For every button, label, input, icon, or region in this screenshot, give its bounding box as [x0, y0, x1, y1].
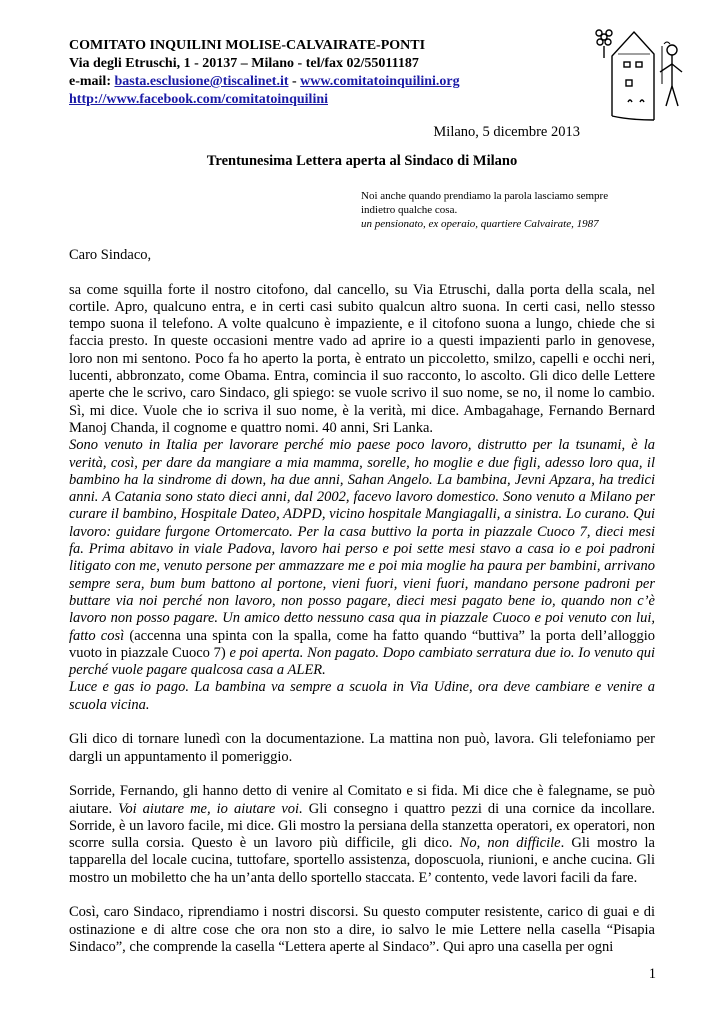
- epigraph-author: un pensionato, ex operaio, quartiere Calvairate, 1987: [361, 218, 599, 230]
- testimony-text: Sono venuto in Italia per lavorare perché mio paese poco lavoro, distrutto per la tsunami, è la verità, così, per dare da mangiare a mia mamma, sorelle, ho moglie e due figli, adesso loro qua, il bambino ha la sindrome di down, ha due anni, Sahan Angelo. La bambina, Jevni Apzara, ha tredici anni. A Catania sono stato dieci anni, dal 2002, facevo lavoro domestico. Sono venuto a Milano per curare il bambino, Hospitale Dateo, ADPD, vicino hospitale Mangiagalli, a sinistra. Lo curano. Qui lavoro: guidare furgone Ortomercato. Per la casa buttivo la porta in piazzale Cuoco 7, dieci mesi fa. Prima abitavo in viale Padova, lavoro hai perso e poi sette mesi stavo a casa io e poi padroni litigato con me, venuto persone per ammazzare me e poi mia moglie ha paura per bambini, arrivano sempre sera, bum bum battono al portone, vieni fuori, vieni fuori, mandano persone padroni per buttare via noi perché non lavoro, non posso pagare, dieci mesi pagato bene io, quando non c’è lavoro non posso pagare. Un amico detto nessuno casa qua in piazzale Cuoco e poi venuto con lui, fatto così: [69, 437, 655, 644]
- carpenter-c: Gli consegno i quattro pezzi di una cornice da incollare. Sorride, è un lavoro facile, mi dice. Gli mostro la persiana della stanzetta operatori, ex operatori, non scorre sulla corsia. Questo è un lavoro più difficile, gli dico.: [69, 800, 656, 852]
- org-name: COMITATO INQUILINI MOLISE-CALVAIRATE-PONTI: [69, 38, 426, 53]
- paragraph-carpenter: [69, 783, 655, 887]
- facebook-link[interactable]: http://www.facebook.com/comitatoinquilini: [69, 92, 329, 107]
- page-number: 1: [648, 966, 656, 982]
- website-link[interactable]: www.comitatoinquilini.org: [300, 74, 460, 89]
- paragraph-testimony-2: Luce e gas io pago. La bambina va sempre a scuola in Via Udine, ora deve cambiare e venire a scuola vicina.: [69, 679, 655, 713]
- letter-body: [69, 247, 655, 956]
- letterhead: [69, 37, 589, 109]
- paragraph-documentation: Gli dico di tornare lunedì con la documentazione. La mattina non può, lavora. Gli telefoniamo per dargli un appuntamento il pomeriggio.: [69, 731, 655, 765]
- org-address: Via degli Etruschi, 1 - 20137 – Milano - tel/fax 02/55011187: [69, 56, 419, 71]
- testimony-text-end: e poi aperta. Non pagato. Dopo cambiato serratura due io. Io venuto qui perché vuole pagare qualcosa casa a ALER.: [69, 644, 655, 679]
- testimony-aside: (accenna una spinta con la spalla, come ha fatto quando “buttiva” la porta dell’alloggio vuoto in piazzale Cuoco 7): [69, 627, 655, 661]
- letter-date: Milano, 5 dicembre 2013: [433, 124, 580, 140]
- greeting: Caro Sindaco,: [69, 247, 152, 263]
- epigraph-line-2: indietro qualche cosa.: [361, 204, 458, 216]
- paragraph-closing: Così, caro Sindaco, riprendiamo i nostri discorsi. Su questo computer resistente, carico di guai e di ostinazione e di altre cose che ora non sto a dire, io salvo le mie Lettere nella casella “Pisapia Sindaco”, che comprende la casella “Lettera aperte al Sindaco”. Qui apro una casella per ogni: [69, 904, 655, 955]
- epigraph: [361, 189, 608, 231]
- letter-title: Trentunesima Lettera aperta al Sindaco di Milano: [206, 153, 518, 169]
- paragraph-testimony: [69, 437, 655, 679]
- carpenter-e: . Gli mostro la tapparella del locale cucina, tuttofare, sportello assistenza, doposcuola, riunioni, e anche cucina. Gli mostro un mobiletto che ha un’anta dello sportello staccata. E’ contento, vede lavori facili da fare.: [69, 835, 655, 886]
- carpenter-a: Sorride, Fernando, gli hanno detto di venire al Comitato e si fida. Mi dice che è falegname, se può aiutare.: [69, 783, 655, 817]
- house-drawing-icon: [590, 24, 686, 124]
- email-label: e-mail:: [69, 74, 115, 89]
- carpenter-quote-1: Voi aiutare me, io aiutare voi.: [118, 800, 303, 817]
- paragraph-intro: sa come squilla forte il nostro citofono, dal cancello, su Via Etruschi, dalla porta della scala, nel cortile. Apro, qualcuno entra, e in certi casi subito qualcun altro suona. In certi casi, nello stesso tempo suona il telefono. A volte qualcuno è impaziente, e il citofono suona a lungo, chiede che si faccia presto. In queste occasioni mentre vado ad aprire io a questi impazienti parlo in genovese, loro non mi sentono. Poco fa ho aperto la porta, è entrato un piccoletto, smilzo, capelli e occhi neri, lucenti, abbronzato, come Obama. Entra, comincia il suo racconto, lo ascolto. Gli dico delle Lettere aperte che le scrivo, caro Sindaco, gli spiego: se vuole scrivo il suo nome, se no, il nome lo cambio. Sì, mi dice. Vuole che io scriva il suo nome, è la verità, mi dice. Ambagahage, Fernando Bernard Manoj Chanda, il cognome e quattro nomi. 40 anni, Sri Lanka.: [69, 281, 655, 436]
- email-link[interactable]: basta.esclusione@tiscalinet.it: [114, 74, 289, 89]
- epigraph-line-1: Noi anche quando prendiamo la parola lasciamo sempre: [361, 190, 609, 202]
- separator: -: [288, 74, 301, 89]
- contact-line: [69, 73, 589, 91]
- carpenter-quote-2: No, non difficile: [459, 835, 561, 852]
